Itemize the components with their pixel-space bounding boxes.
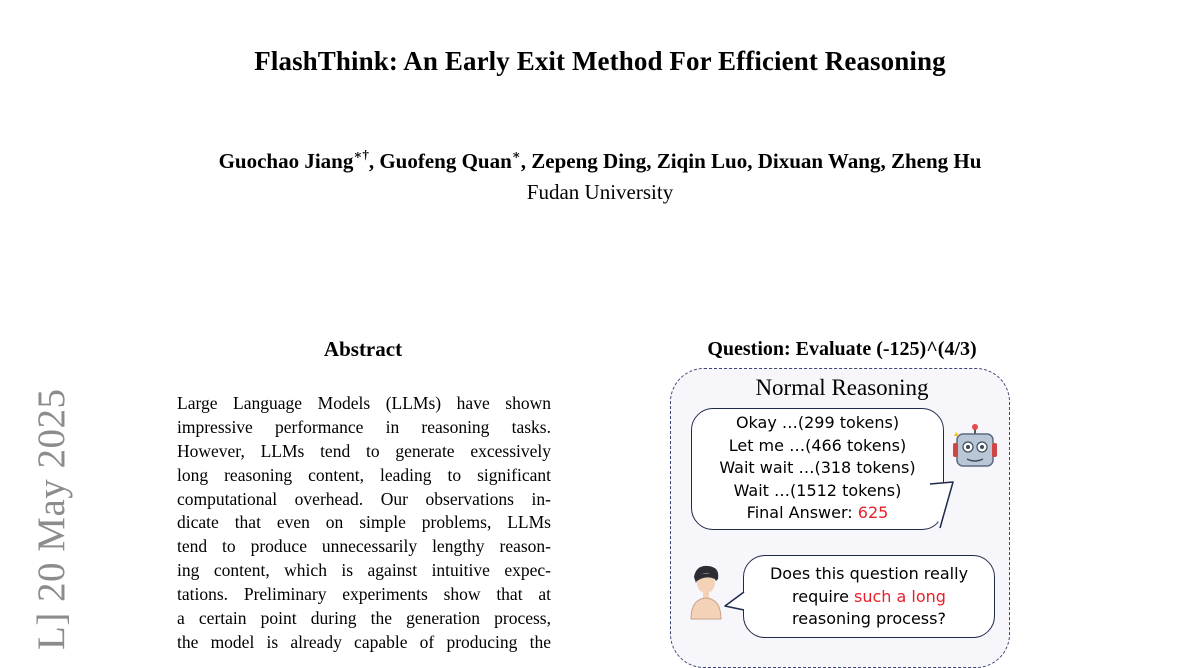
figure-question: Question: Evaluate (-125)^(4/3) [707, 338, 977, 360]
abstract-line: long reasoning content, leading to significant [177, 464, 551, 485]
abstract-heading: Abstract [323, 337, 403, 361]
abstract-line: However, LLMs tend to generate excessively [177, 440, 551, 461]
author-mark: ∗† [353, 147, 369, 162]
author-name: Zepeng Ding [531, 149, 647, 173]
reasoning-step: Wait …(1512 tokens) [733, 480, 902, 500]
figure-panel-title: Normal Reasoning [755, 375, 929, 400]
final-answer-label: Final Answer: [746, 503, 858, 522]
human-question-line: reasoning process? [792, 609, 946, 628]
author-name: Zheng Hu [890, 149, 982, 173]
abstract-line: Large Language Models (LLMs) have shown [177, 393, 551, 413]
human-question-line: Does this question really [769, 564, 969, 583]
final-answer-line [691, 502, 944, 525]
abstract-line: impressive performance in reasoning tasks. [177, 416, 551, 437]
robot-bubble-text [691, 412, 944, 525]
human-bubble-text [743, 563, 995, 631]
author-name: Guofeng Quan [379, 149, 512, 173]
final-answer-value: 625 [857, 503, 889, 522]
author-name: Ziqin Luo [656, 149, 748, 173]
abstract-line: tations. Preliminary experiments show that at [177, 584, 551, 605]
author-name: Guochao Jiang [218, 149, 354, 173]
abstract-body [177, 392, 551, 655]
author-name: Dixuan Wang [757, 149, 881, 173]
arxiv-stamp: L] 20 May 2025 [30, 388, 73, 650]
reasoning-step: Okay …(299 tokens) [735, 413, 900, 432]
author-mark: ∗ [511, 147, 521, 162]
human-question-line [743, 586, 995, 609]
abstract-line: dicate that even on simple problems, LLMs [177, 512, 551, 533]
abstract-line: tend to produce unnecessarily lengthy reason- [177, 536, 551, 557]
abstract-line: the model is already capable of producing the [177, 631, 551, 652]
human-icon [690, 563, 724, 621]
affiliation: Fudan University [526, 180, 674, 204]
paper-title: FlashThink: An Early Exit Method For Efficient Reasoning [254, 46, 946, 76]
author-list: Guochao Jiang∗†, Guofeng Quan∗, Zepeng Ding, Ziqin Luo, Dixuan Wang, Zheng Hu [218, 147, 982, 173]
abstract-line: a certain point during the generation process, [177, 608, 551, 629]
human-question-highlight: such a long [854, 586, 946, 606]
abstract-line: computational overhead. Our observations in- [177, 488, 551, 509]
abstract-line: ing content, which is against intuitive expec- [177, 560, 551, 581]
reasoning-step: Wait wait …(318 tokens) [719, 458, 916, 477]
robot-icon [950, 423, 1000, 473]
reasoning-step: Let me …(466 tokens) [728, 435, 907, 455]
human-question-text: require [792, 586, 855, 606]
